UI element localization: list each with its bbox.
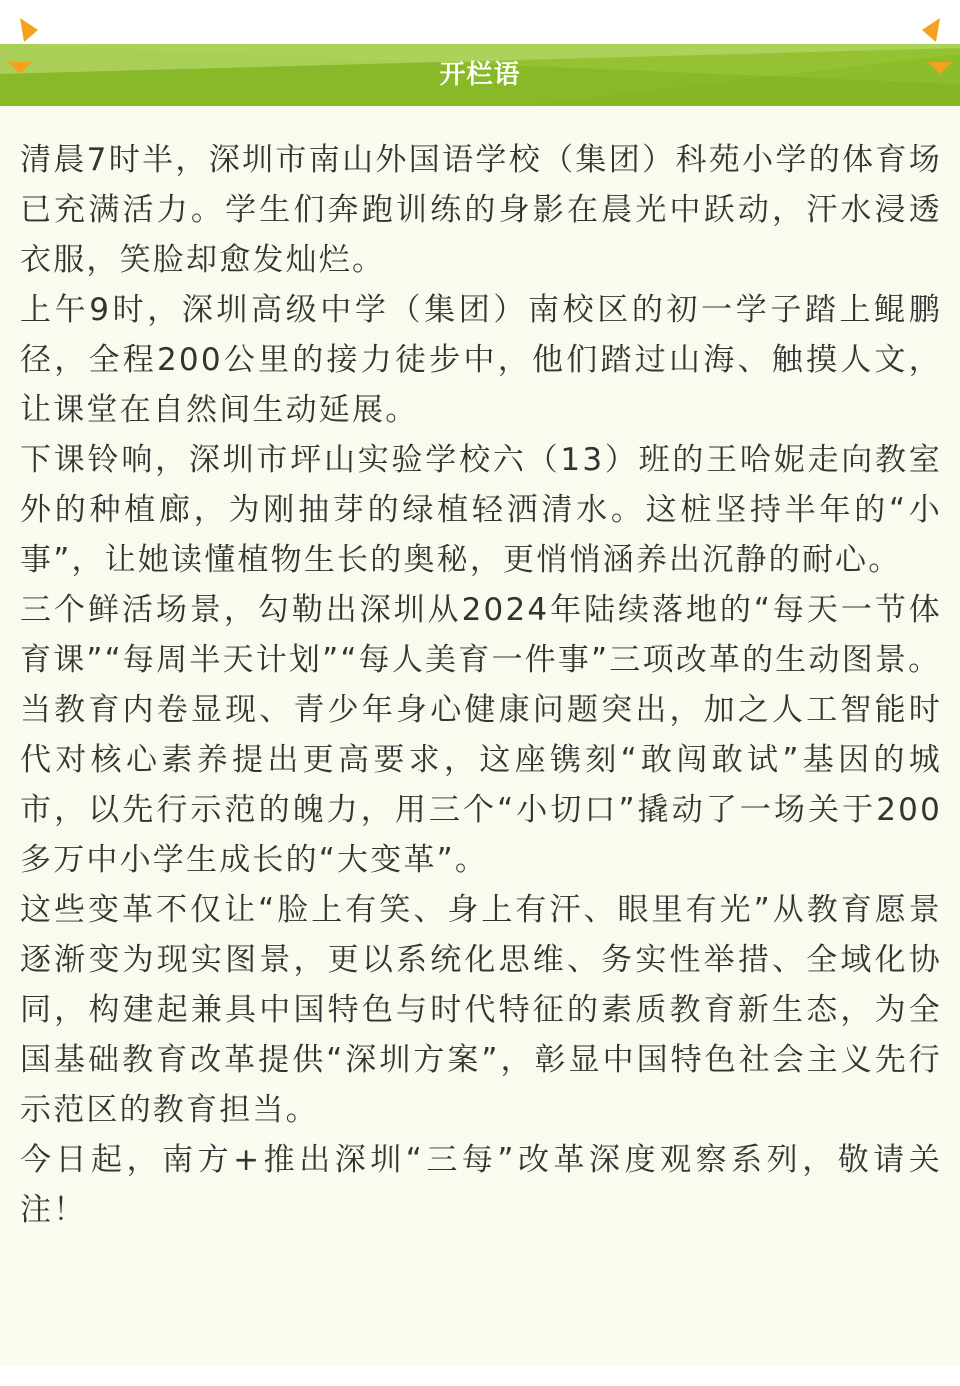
paragraph: 今日起，南方+推出深圳“三每”改革深度观察系列，敬请关注！ — [20, 1142, 942, 1228]
banner-title: 开栏语 — [439, 60, 521, 90]
orange-triangle-icon — [928, 62, 952, 76]
paragraph: 这些变革不仅让“脸上有笑、身上有汗、眼里有光”从教育愿景逐渐变为现实图景，更以系统化思维、务实性举措、全域化协同，构建起兼具中国特色与时代特征的素质教育新生态，为全国基础教育改革提供“深圳方案”，彰显中国特色社会主义先行示范区的教育担当。 — [20, 892, 942, 1128]
orange-triangle-icon — [8, 62, 32, 76]
paragraph: 清晨7时半，深圳市南山外国语学校（集团）科苑小学的体育场已充满活力。学生们奔跑训练的身影在晨光中跃动，汗水浸透衣服，笑脸却愈发灿烂。 — [20, 142, 942, 278]
orange-triangle-icon — [920, 18, 942, 44]
paragraph: 下课铃响，深圳市坪山实验学校六（13）班的王哈妮走向教室外的种植廊，为刚抽芽的绿植轻洒清水。这桩坚持半年的“小事”，让她读懂植物生长的奥秘，更悄悄涵养出沉静的耐心。 — [20, 442, 942, 578]
paragraph: 三个鲜活场景，勾勒出深圳从2024年陆续落地的“每天一节体育课”“每周半天计划”“每人美育一件事”三项改革的生动图景。 — [20, 592, 942, 678]
paragraph: 当教育内卷显现、青少年身心健康问题突出，加之人工智能时代对核心素养提出更高要求，这座镌刻“敢闯敢试”基因的城市，以先行示范的魄力，用三个“小切口”撬动了一场关于200多万中小学生成长的“大变革”。 — [20, 692, 942, 878]
top-strip — [0, 0, 960, 44]
article-body — [20, 135, 942, 1235]
paragraph: 上午9时，深圳高级中学（集团）南校区的初一学子踏上鲲鹏径，全程200公里的接力徒步中，他们踏过山海、触摸人文，让课堂在自然间生动延展。 — [20, 292, 942, 428]
orange-triangle-icon — [18, 18, 40, 44]
column-banner — [0, 44, 960, 106]
